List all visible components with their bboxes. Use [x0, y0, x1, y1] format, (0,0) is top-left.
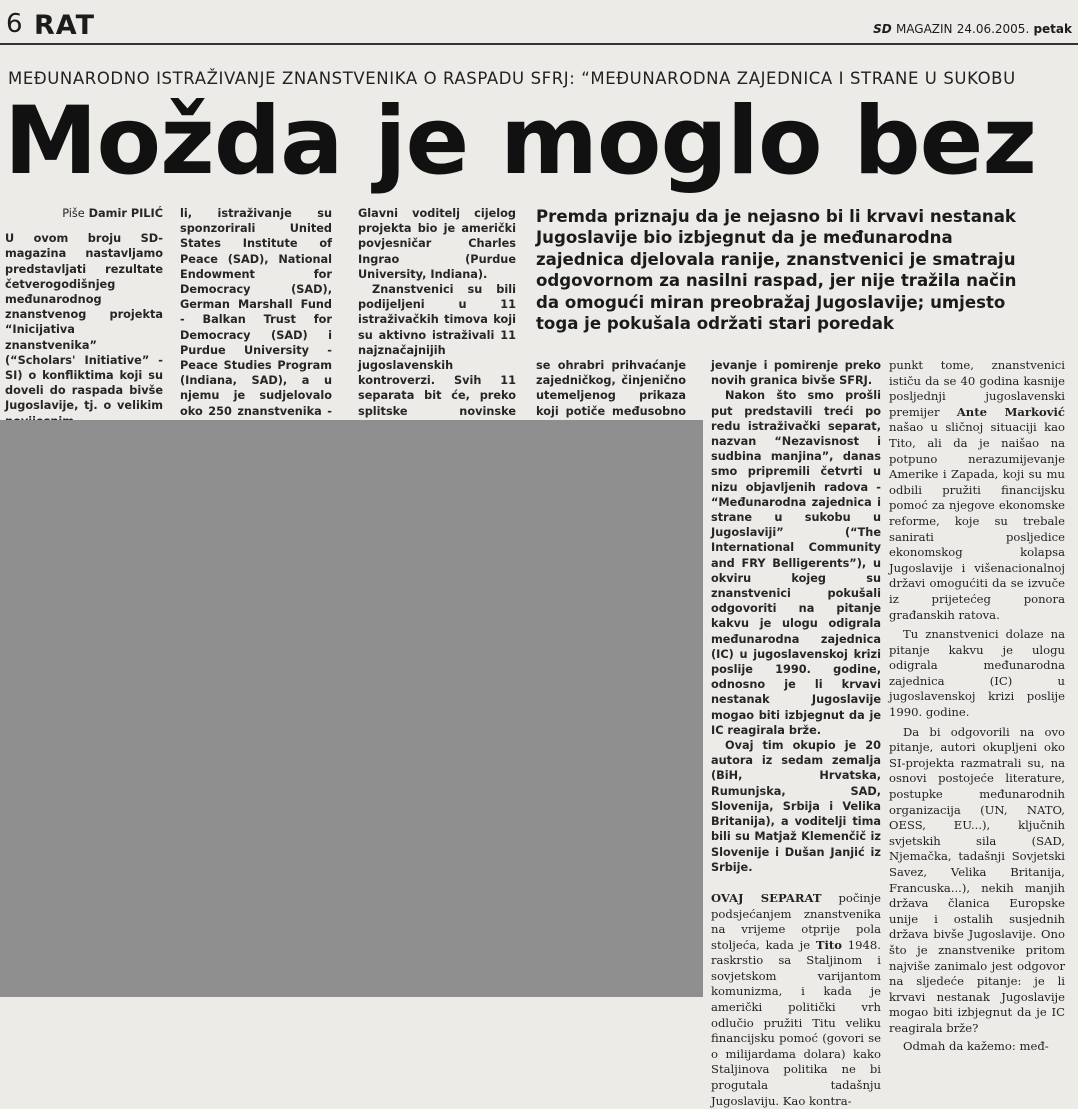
article-lead: Premda priznaju da je nejasno bi li krvavi nestanak Jugoslavije bio izbjegnut da je međunarodna zajednica djelovala ranije, znanstvenici je smatraju odgovornom za nasilni raspad, jer nije tražila način da omogući miran preobražaj Jugoslavije; umjesto toga je pokušala održati stari poredak — [536, 207, 1017, 334]
name-tito: Tito — [815, 937, 843, 952]
column-5 — [711, 358, 881, 1109]
col5-paragraph-3: Ovaj tim okupio je 20 autora iz sedam zemalja (BiH, Hrvatska, Rumunjska, SAD, Slovenija, Srbija i Velika Britanija), a voditelji tima bili su Matjaž Klemenčič iz Slovenije i Dušan Janjić iz Srbije. — [711, 739, 881, 874]
publication-prefix: SD — [873, 22, 892, 36]
page-number: 6 — [6, 9, 23, 39]
col5-serif-text-a: počinje podsjećanjem znanstvenika na vrijeme otprije pola stoljeća, kada je — [711, 890, 881, 952]
col6-paragraph-3: Da bi odgovorili na ovo pitanje, autori okupljeni oko SI-projekta razmatrali su, na osnovi postojeće literature, postupke međunarodnih organizacija (UN, NATO, OESS, EU...), ključnih svjetskih sila (SAD, Njemačka, tadašnji Sovjetski Savez, Velika Britanija, Francuska...), nekih manjih država članica Europske unije i ostalih susjednih država bivše Jugoslavije. Ono što je znanstvenike pritom najviše zanimalo jest odgovor na sljedeće pitanje: je li krvavi nestanak Jugoslavije mogao biti izbjegnut da je IC reagirala brže? — [889, 724, 1065, 1035]
issue-date: 24.06.2005. — [956, 22, 1030, 36]
col6-paragraph-1 — [889, 358, 1065, 623]
col5-paragraph-2: Nakon što smo prošli put predstavili treći po redu istraživački separat, nazvan “Nezavisnost i sudbina manjina”, danas smo pripremili četvrti u nizu objavljenih radova - “Međunarodna zajednica i strane u sukobu u Jugoslaviji” (“The International Community and FRY Belligerents”), u okviru kojeg su znanstvenici pokušali odgovoriti na pitanje kakvu je ulogu odigrala međunarodna zajednica (IC) u jugoslavenskoj krizi poslije 1990. godine, odnosno je li krvavi nestanak Jugoslavije mogao biti izbjegnut da je IC reagirala brže. — [711, 389, 881, 737]
masthead — [873, 22, 1072, 36]
subhead-separat: OVAJ SEPARAT — [711, 890, 822, 905]
col5-serif-block — [711, 891, 881, 1109]
col5-paragraph-1: jevanje i pomirenje preko novih granica bivše SFRJ. — [711, 359, 881, 388]
col3-paragraph-1: Glavni voditelj cijelog projekta bio je američki povjesničar Charles Ingrao (Purdue University, Indiana). — [358, 207, 516, 281]
byline-author: Damir PILIĆ — [88, 207, 163, 220]
col6-paragraph-4: Odmah da kažemo: međ- — [903, 1038, 1049, 1053]
column-6 — [889, 358, 1065, 1054]
col4-paragraph-1: se ohrabri prihvaćanje zajedničkog, činjenično utemeljenog prikaza koji potiče međusobno — [536, 359, 686, 418]
section-title: RAT — [34, 10, 96, 41]
header-rule — [0, 43, 1078, 45]
col6-paragraph-2: Tu znanstvenici dolaze na pitanje kakvu je ulogu odigrala međunarodna zajednica (IC) u jugoslavenskoj krizi poslije 1990. godine. — [889, 627, 1065, 720]
image-placeholder — [0, 420, 703, 997]
article-headline: Možda je moglo bez — [4, 87, 1037, 196]
byline-label: Piše — [62, 207, 85, 220]
name-markovic: Ante Marković — [956, 404, 1065, 419]
col2-paragraph-1: li, istraživanje su sponzorirali United States Institute of Peace (SAD), National Endowment for Democracy (SAD), German Marshall Fund - Balkan Trust for Democracy (SAD) i Purdue University - Peace Studies Program (Indiana, SAD), a u njemu je sudjelovalo oko 250 znanstvenika - — [180, 207, 332, 418]
issue-weekday: petak — [1033, 22, 1072, 36]
byline — [5, 206, 163, 221]
col3-paragraph-2: Znanstvenici su bili podijeljeni u 11 istraživačkih timova koji su aktivno istraživali 11 najznačajnijih jugoslavenskih kontroverzi. Svih 11 separata bit će, preko splitske novinske — [358, 283, 516, 418]
col5-serif-paragraph — [711, 891, 881, 1109]
publication-name: MAGAZIN — [895, 22, 953, 36]
col5-serif-text-b: 1948. raskrstio sa Staljinom i sovjetskom varijantom komunizma, i kada je američki politički vrh odlučio pružiti Titu veliku financijsku pomoć (govori se o milijardama dolara) kako Staljinova politika ne bi progutala tadašnju Jugoslaviju. Kao kontra- — [711, 937, 881, 1108]
article-kicker: MEĐUNARODNO ISTRAŽIVANJE ZNANSTVENIKA O RASPADU SFRJ: “MEĐUNARODNA ZAJEDNICA I STRANE U SUKOBU — [8, 69, 1016, 88]
col1-paragraph-1: U ovom broju SD-magazina nastavljamo predstavljati rezultate četverogodišnjeg međunarodnog znanstvenog projekta “Inicijativa znanstvenika” (“Scholars' Initiative” - SI) o konfliktima koji su doveli do raspada bivše Jugoslavije, tj. o velikim — [5, 232, 163, 413]
col6-text-b: našao u sličnoj situaciji kao Tito, ali da je naišao na potpuno nerazumijevanje Amerike i Zapada, koji su mu odbili pružiti financijsku pomoć za njegove ekonomske reforme, koje su trebale sanirati posljedice ekonomskog kolapsa Jugoslavije i višenacionalnoj državi omogućiti da se izvuče iz prijetećeg ponora građanskih ratova. — [889, 420, 1065, 622]
col6-text-a: punkt tome, znanstvenici ističu da se 40 godina kasnije posljednji jugoslavenski premijer — [889, 358, 1065, 419]
